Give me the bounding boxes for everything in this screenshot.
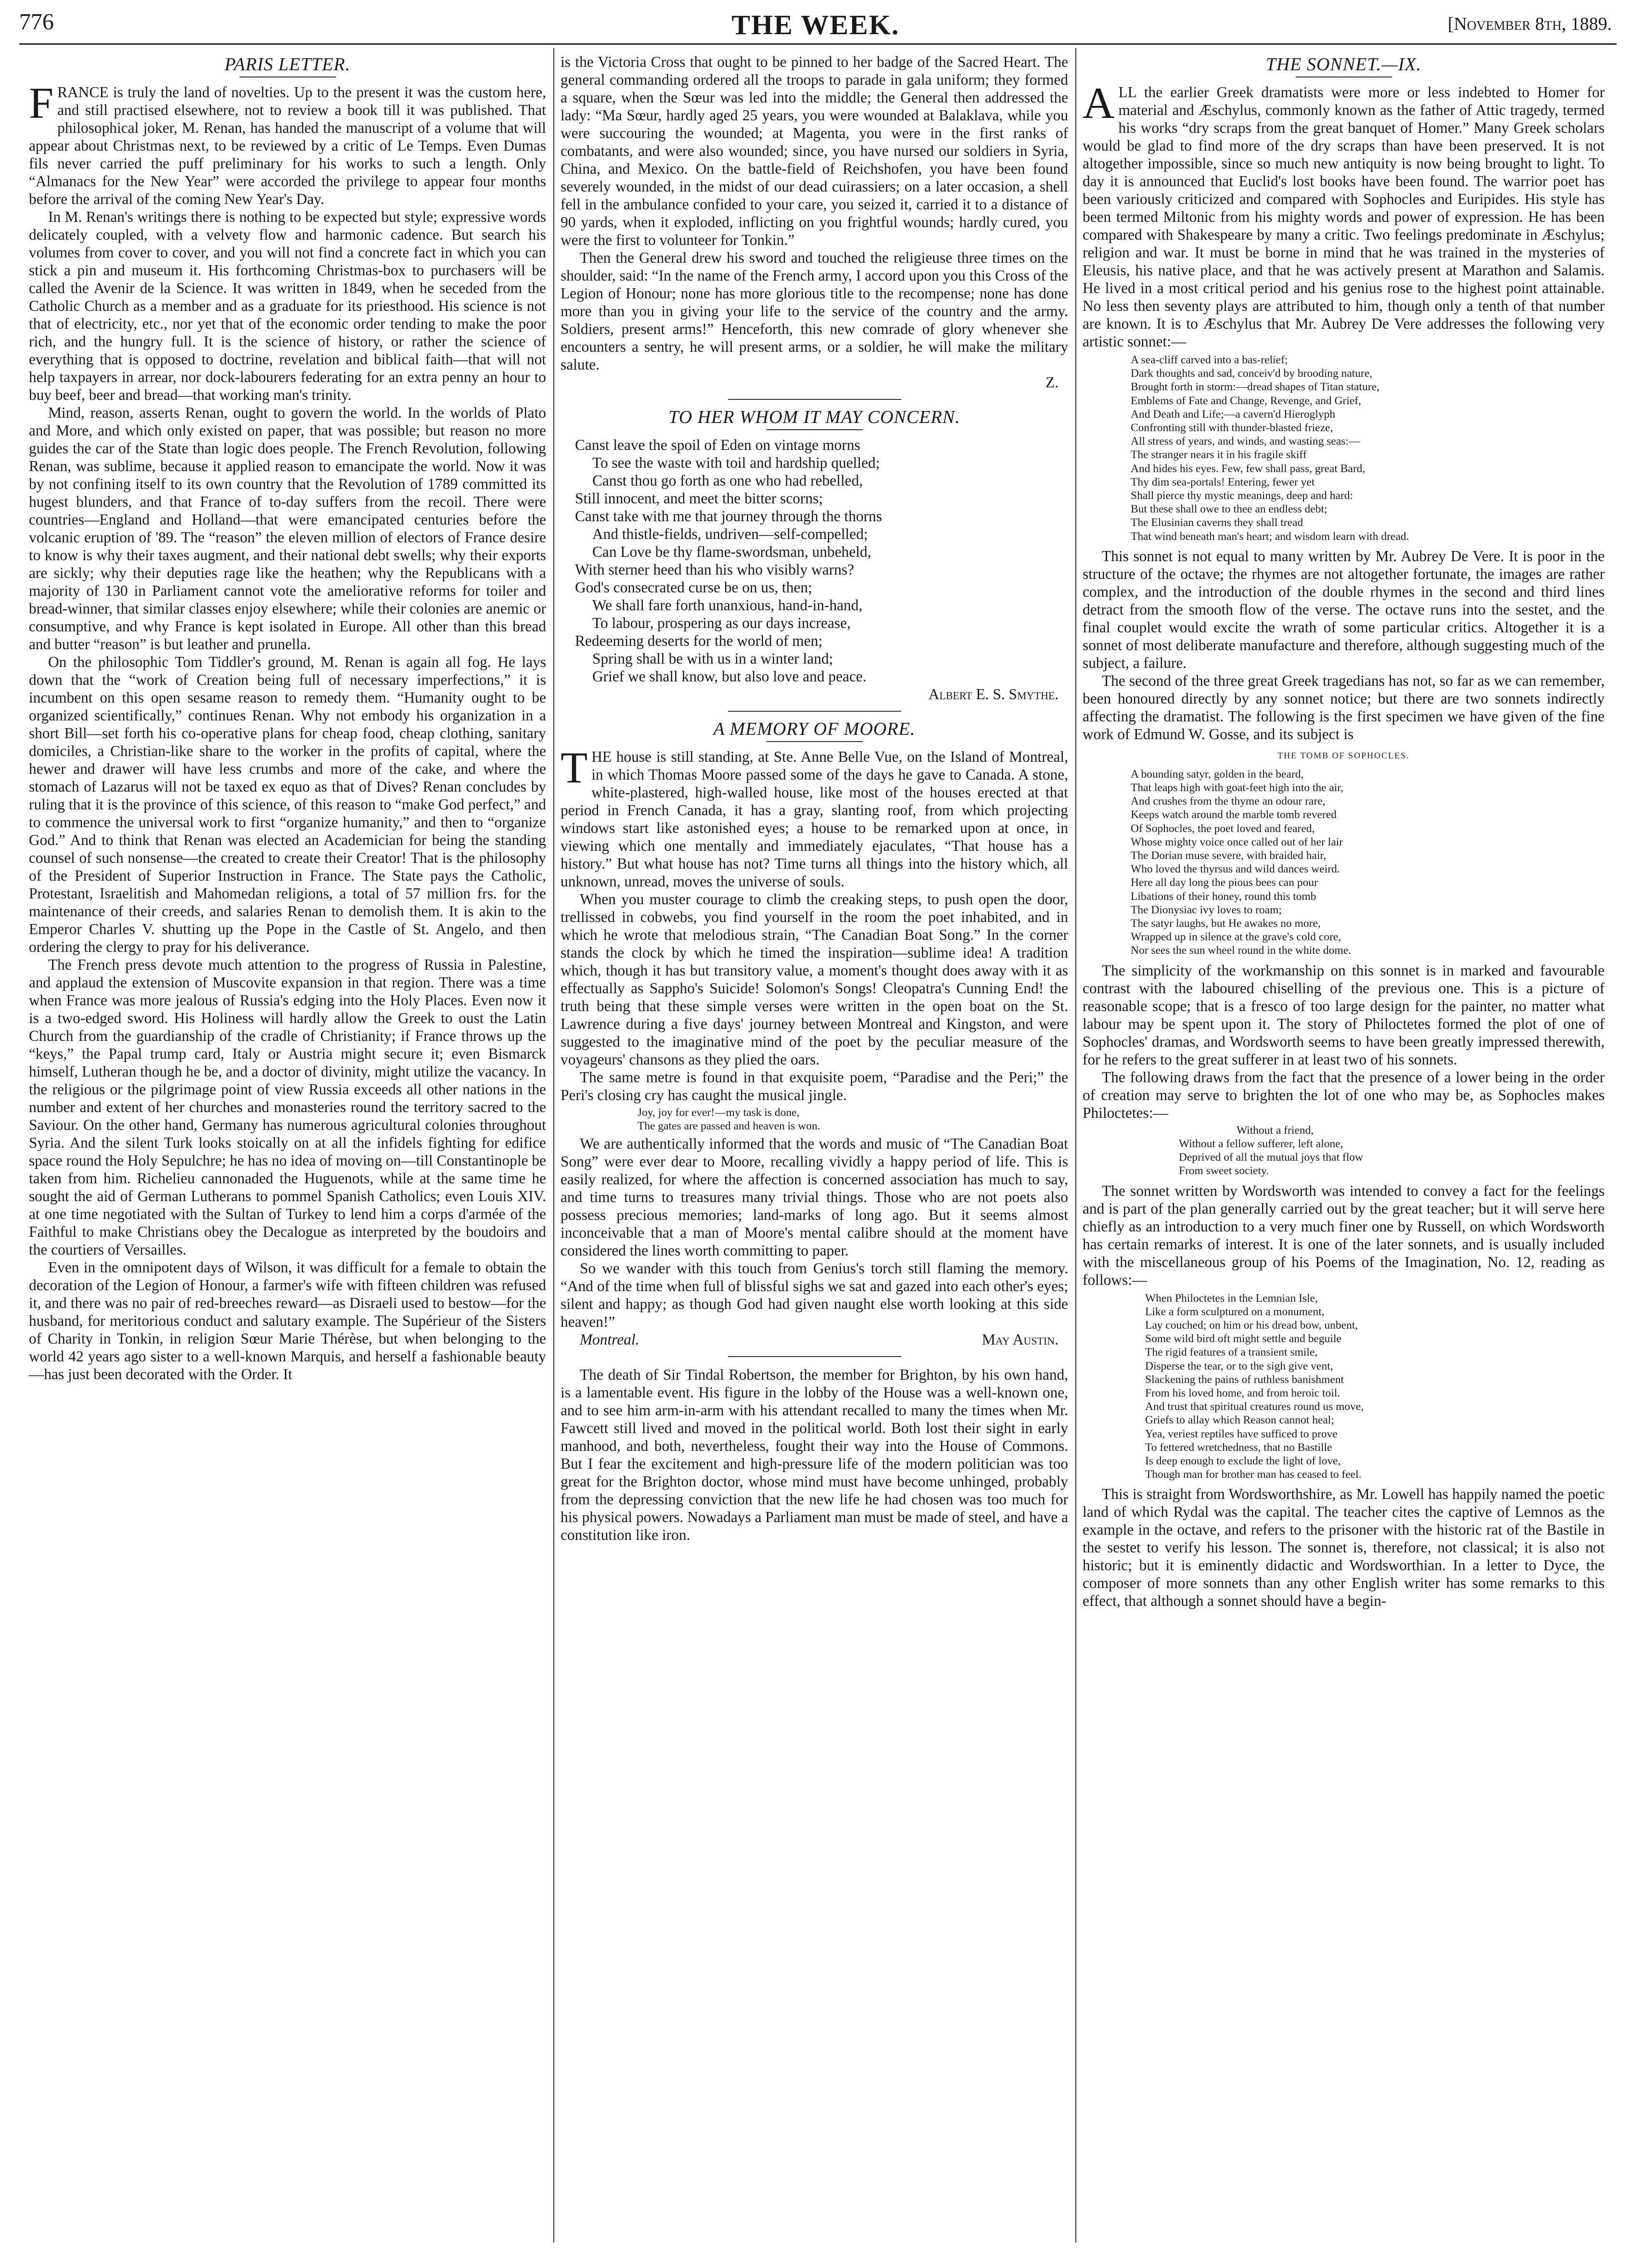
paragraph: This is straight from Wordsworthshire, as Mr. Lowell has happily named the poetic land of which Rydal was the capital. The teacher cites the captive of Lemnos as the example in the octave, and refers to the prisoner with the historic rat of the Bastile in the sestet to verify his lesson. The sonnet is, therefore, not classical; it is also not historic; but it is eminently didactic and Wordsworthian. In a letter to Dyce, the composer of more sonnets than any other English writer has some remarks to this effect, that although a sonnet should have a begin- <box>1083 1486 1605 1610</box>
issue-date: [November 8th, 1889. <box>1447 14 1612 34</box>
paragraph: So we wander with this touch from Genius's torch still flaming the memory. “And of the time when full of blissful sighs we sat and gazed into each other's eyes; silent and happy; as though God had given naught else worth looking at this side heaven!” <box>561 1260 1068 1330</box>
paragraph: The French press devote much attention to the progress of Russia in Palestine, and applaud the extension of Muscovite expansion in that region. There was a time when France was more jealous of Russia's edging into the Holy Places. Even now it is a two-edged sword. His Holiness will hardly allow the Greek to oust the Latin Church from the guardianship of the cradle of Christianity; if France throws up the “keys,” the Papal trump card, Italy or Austria might secure it; even Bismarck himself, Lutheran though he be, and a doctor of divinity, might utilize the vacancy. In the religious or the pilgrimage point of view Russia exceeds all other nations in the number and extent of her churches and monasteries round the territory sacred to the Saviour. On the other hand, Germany has numerous agricultural colonies throughout Syria. And the silent Turk looks stoically on at all the infidels fighting for edifice space round the Holy Sepulchre; he has no idea of moving on—till Constantinople be taken from him. Richelieu cannonaded the Huguenots, while at the same time he sought the aid of German Lutherans to pommel Spanish Catholics; even Louis XIV. at one time negotiated with the Sultan of Turkey to lend him a corps d'armée of the Faithful to make Christians obey the Decalogue as interpreted by the boudoirs and the courtiers of Versailles. <box>29 956 546 1258</box>
poem-title: TO HER WHOM IT MAY CONCERN. <box>668 407 960 427</box>
poem-line: God's consecrated curse be on us, then; <box>575 579 812 596</box>
poem-line: Grief we shall know, but also love and peace. <box>592 668 867 685</box>
column-2 <box>561 53 1068 2247</box>
sonnet-title: THE TOMB OF SOPHOCLES. <box>1277 750 1410 760</box>
column-divider-2 <box>1075 48 1076 2242</box>
dateline-place: Montreal. <box>580 1331 639 1348</box>
section-rule <box>728 711 901 712</box>
column-divider-1 <box>553 48 554 2242</box>
poem-line: Redeeming deserts for the world of men; <box>575 632 823 649</box>
paragraph: The simplicity of the workmanship on this sonnet is in marked and favourable contrast with the laboured chiselling of the previous one. This is a picture of reasonable scope; that is a fresco of too large design for the painter, no matter what labour may be spent upon it. The story of Philoctetes formed the plot of one of Sophocles' dramas, and Wordsworth seems to have been greatly impressed therewith, for he refers to the great sufferer in at least two of his sonnets. <box>1083 961 1605 1068</box>
poem-line: Canst thou go forth as one who had rebelled, <box>592 472 863 489</box>
signature: Albert E. S. Smythe. <box>928 686 1059 703</box>
paragraph: The death of Sir Tindal Robertson, the member for Brighton, by his own hand, is a lamentable event. His figure in the lobby of the House was a well-known one, and to see him arm-in-arm with his attendant recalled to many the times when Mr. Fawcett still lived and moved in the political world. Both lost their sight in early manhood, and both, nevertheless, fought their way into the House of Commons. But I fear the excitement and high-pressure life of the modern politician was too great for the Brighton doctor, whose mind must have become unhinged, probably from the depressing conviction that the new life he had chosen was too much for his physical powers. Nowadays a Parliament man must be made of steel, and have a constitution like iron. <box>561 1366 1068 1543</box>
journal-title: THE WEEK. <box>731 9 900 40</box>
paragraph: FRANCE is truly the land of novelties. Up to the present it was the custom here, and still practised elsewhere, not to review a book till it was published. That philosophical joker, M. Renan, has handed the manuscript of a volume that will appear about Christmas next, to be reviewed by a critic of Le Temps. Even Dumas fils never carried the puff preliminary for his works to such a length. Only “Almanacs for the New Year” were accorded the privilege to appear four months before the arrival of the coming New Year's Day. <box>29 78 546 207</box>
section-rule <box>728 399 901 400</box>
page-number: 776 <box>19 9 54 35</box>
paragraph: The sonnet written by Wordsworth was intended to convey a fact for the feelings and is part of the plan generally carried out by the great teacher; but it will serve here chiefly as an introduction to a very much finer one by Russell, on which Wordsworth has certain remarks of interest. It is one of the later sonnets, and is usually included with the miscellaneous group of his Poems of the Imagination, No. 12, reading as follows:— <box>1083 1182 1605 1288</box>
paragraph: The same metre is found in that exquisite poem, “Paradise and the Peri;” the Peri's closing cry has caught the musical jingle. <box>561 1069 1068 1103</box>
signature: May Austin. <box>982 1331 1059 1348</box>
article-title-sonnet: THE SONNET.—IX. <box>1265 54 1422 75</box>
paragraph: THE house is still standing, at Ste. Anne Belle Vue, on the Island of Montreal, in which Thomas Moore passed some of the days he gave to Canada. A stone, white-plastered, high-walled house, like most of the houses erected at that period in French Canada, it has a gray, slanting roof, from which projecting windows start like astonished eyes; a house to be remarked upon at once, in viewing which one mentally and immediately ejaculates, “That house has a history.” But what house has not? Time turns all things into the history which, all unknown, unread, moves the universe of souls. <box>561 743 1068 890</box>
paragraph: The second of the three great Greek tragedians has not, so far as we can remember, been honoured directly by any sonnet notice; but there are two sonnets indirectly affecting the dramatist. The following is the first specimen we have given of the fine work of Edmund W. Gosse, and its subject is <box>1083 672 1605 743</box>
paragraph: We are authentically informed that the words and music of “The Canadian Boat Song” were ever dear to Moore, recalling vividly a happy period of life. This is easily realized, for where the affection is concerned association has much to say, and time turns to treasures many trivial things. Those who are not poets also possess precious memories; land-marks of long ago. But it seems almost inconceivable that a man of Moore's mental calibre should at the moment have considered the lines worth committing to paper. <box>561 1135 1068 1259</box>
drop-cap: F <box>29 78 54 128</box>
drop-cap: T <box>561 743 588 792</box>
sonnet: When Philoctetes in the Lemnian Isle, Like a form sculptured on a monument, Lay couched; on him or his dread bow, unbent, Some wild bird oft might settle and beguile The rigid features of a transient smile, Disperse the tear, or to the sigh give vent, Slackening the pains of ruthless banishment From his loved home, and from heroic toil. And trust that spiritual creatures round us move, Griefs to allay which Reason cannot heal; Yea, veriest reptiles have sufficed to prove To fettered wretchedness, that no Bastille Is deep enough to exclude the light of love, Though man for brother man has ceased to feel. <box>1145 1292 1364 1481</box>
paragraph: ALL the earlier Greek dramatists were more or less indebted to Homer for material and Æschylus, commonly known as the father of Attic tragedy, termed his works “dry scraps from the great banquet of Homer.” Many Greek scholars would be glad to find more of the dry scraps than have been preserved. It is not altogether impossible, since so much new antiquity is now being brought to light. To day it is announced that Euclid's lost books have been found. The warrior poet has been variously criticized and compared with Sophocles and Euripides. His style has been termed Miltonic from his mighty words and power of expression. He has been compared with Shakespeare by many a critic. Two feelings predominate in Æschylus; religion and war. It must be borne in mind that he was trained in the mysteries of Eleusis, his native place, and that he was actively present at Marathon and Salamis. He lived in a most critical period and his genius rose to the highest point attainable. No less then seventy plays are attributed to him, though only a tenth of that number are known. It is to Æschylus that Mr. Aubrey De Vere addresses the following very artistic sonnet:— <box>1083 78 1605 350</box>
title-rule <box>766 429 863 430</box>
signature: Z. <box>1045 374 1059 391</box>
poem-line: Spring shall be with us in a winter land; <box>592 650 833 667</box>
paragraph: Mind, reason, asserts Renan, ought to govern the world. In the worlds of Plato and More, and which only existed on paper, that was possible; but reason no more guides the car of the State than logic does people. The French Revolution, following Renan, was sublime, because it applied reason to emancipate the world. Now it was by not confining itself to its own country that the Revolution of 1789 committed its hugest blunders, and that France of to-day suffers from the recoil. There were countries—England and Holland—that were emancipated centuries before the volcanic eruption of '89. The “reason” the eleven million of electors of France desire to know is why their taxes augment, and their national debt swells; why their exports are sickly; why their deputies rage like the heathen; why the Republicans with a majority of 130 in Parliament cannot vote the ameliorative reforms for toiler and bread-winner, that similar classes enjoy elsewhere; while their colonies are anemic or consumptive, and why France is kept isolated in Europe. All other than this bread and butter “reason” is but leather and prunella. <box>29 404 546 653</box>
poem-line: Canst leave the spoil of Eden on vintage morns <box>575 436 860 453</box>
sonnet: A sea-cliff carved into a bas-relief; Dark thoughts and sad, conceiv'd by brooding nature, Brought forth in storm:—dread shapes of Titan stature, Emblems of Fate and Change, Revenge, and Grief, And Death and Life;—a cavern'd Hieroglyph Confronting still with thunder-blasted frieze, All stress of years, and winds, and wasting seas:— The stranger nears it in his fragile skiff And hides his eyes. Few, few shall pass, great Bard, Thy dim sea-portals! Entering, fewer yet Shall pierce thy mystic meanings, deep and hard: But these shall owe to thee an endless debt; The Elusinian caverns they shall tread That wind beneath man's heart; and wisdom learn with dread. <box>1131 354 1409 543</box>
masthead <box>19 9 1612 42</box>
poem-line: To see the waste with toil and hardship quelled; <box>592 454 880 471</box>
poem-line: Can Love be thy flame-swordsman, unbeheld, <box>592 543 871 560</box>
poem-line: Still innocent, and meet the bitter scorns; <box>575 490 823 507</box>
poem-line: With sterner heed than his who visibly warns? <box>575 561 855 578</box>
quotation: Joy, joy for ever!—my task is done, The gates are passed and heaven is won. <box>638 1106 820 1132</box>
paragraph: The following draws from the fact that the presence of a lower being in the order of creation may serve to brighten the lot of one who may be, as Sophocles makes Philoctetes:— <box>1083 1068 1605 1121</box>
quotation: Without a friend, Without a fellow sufferer, left alone, Deprived of all the mutual joys that flow From sweet society. <box>1179 1124 1364 1178</box>
paragraph: This sonnet is not equal to many written by Mr. Aubrey De Vere. It is poor in the structure of the octave; the rhymes are not altogether fortunate, the images are rather complex, and the introduction of the double rhymes in the second and third lines detract from the smooth flow of the verse. The octave runs into the sestet, and the final couplet would excite the wrath of some particular critics. Altogether it is a sonnet of most deliberate manufacture and therefore, although suggesting much of the subject, a failure. <box>1083 547 1605 671</box>
paragraph: Then the General drew his sword and touched the religieuse three times on the shoulder, said: “In the name of the French army, I accord upon you this Cross of the Legion of Honour; none has more glorious title to the recompense; none has done more than you in giving your life to the service of the country and the army. Soldiers, present arms!” Henceforth, this new comrade of glory whenever she encounters a sentry, he will present arms, or a soldier, he will make the military salute. <box>561 249 1068 373</box>
section-rule <box>728 1356 901 1357</box>
article-title-paris-letter: PARIS LETTER. <box>224 54 351 75</box>
signature-row <box>561 1331 1068 1348</box>
paragraph: When you muster courage to climb the creaking steps, to push open the door, trellissed in cobwebs, you find yourself in the room the poet inhabited, and in which he wrote that melodious strain, “The Canadian Boat Song.” In the corner stands the clock by which he timed the inspiration—sublime idea! A tradition which, though it has but transitory value, a moment's thought does away with it as effectually as Sappho's Suicide! Solomon's Songs! Cleopatra's Cunning End! the truth being that these simple verses were written in the open boat on the St. Lawrence during a five days' journey between Montreal and Kingston, and were suggested to the imaginative mind of the poet by the peculiar measure of the voyageurs' chansons as they plied the oars. <box>561 891 1068 1068</box>
column-3 <box>1083 53 1605 2247</box>
drop-cap: A <box>1083 78 1115 128</box>
paragraph: Even in the omnipotent days of Wilson, it was difficult for a female to obtain the decoration of the Legion of Honour, a farmer's wife with fifteen children was refused it, and there was no pair of red-breeches reward—as Disraeli used to bestow—for the husband, for meritorious conduct and salutary example. The Supérieur of the Sisters of Charity in Tonkin, in religion Sœur Marie Thérèse, but when belonging to the world 42 years ago sister to a well-known Marquis, and herself a fashionable beauty—has just been decorated with the Order. It <box>29 1259 546 1383</box>
poem <box>561 436 1068 685</box>
paragraph: On the philosophic Tom Tiddler's ground, M. Renan is again all fog. He lays down that the “work of Creation being full of necessary imperfections,” it is incumbent on this open sesame reason to remedy them. “Humanity ought to be organized scientifically,” continues Renan. Why not embody his organization in a short Bill—set forth his co-operative plans for cheap food, cheap clothing, sanitary domiciles, a Christian-like share to the worker in the profits of capital, where the hewer and drawer will have less crumbs and more of the cake, and where the stomach of Lazarus will not be taxed ex equo as that of Dives? Renan concludes by ruling that it is the province of this science, of this reason to “make God perfect,” and to commence the universal work to first “organize humanity,” and then to “organize God.” And to think that Renan was elected an Academician for being the standing counsel of such nonsense—the created to create their Creator! That is the philosophy of the President of Superior Instruction in France. The State pays the Catholic, Protestant, Israelitish and Mahomedan religions, a total of 57 million frs. for the maintenance of their creeds, and salaries Renan to demolish them. It is akin to the Emperor Charles V. shutting up the Pope in the Castle of St. Angelo, and then ordering the clergy to pray for his deliverance. <box>29 653 546 955</box>
sonnet: A bounding satyr, golden in the beard, That leaps high with goat-feet high into the air, And crushes from the thyme an odour rare, Keeps watch around the marble tomb revered Of Sophocles, the poet loved and feared, Whose mighty voice once called out of her lair The Dorian muse severe, with braided hair, Who loved the thyrsus and wild dances weird. Here all day long the pious bees can pour Libations of their honey, round this tomb The Dionysiac ivy loves to roam; The satyr laughs, but He awakes no more, Wrapped up in silence at the grave's cold core, Nor sees the sun wheel round in the white dome. <box>1131 768 1352 957</box>
poem-line: We shall fare forth unanxious, hand-in-hand, <box>592 597 863 614</box>
poem-line: And thistle-fields, undriven—self-compelled; <box>592 525 868 542</box>
poem-line: To labour, prospering as our days increase, <box>592 615 851 631</box>
column-1 <box>29 53 546 2247</box>
title-rule <box>766 741 863 742</box>
poem-line: Canst take with me that journey through the thorns <box>575 508 882 525</box>
article-title-moore: A MEMORY OF MOORE. <box>713 719 916 739</box>
header-rule <box>19 43 1617 45</box>
paragraph: is the Victoria Cross that ought to be pinned to her badge of the Sacred Heart. The general commanding ordered all the troops to parade in gala uniform; they formed a square, when the Sœur was led into the middle; the General then addressed the lady: “Ma Sœur, hardly aged 25 years, you were wounded at Balaklava, while you were succouring the wounded; at Magenta, you were in the first ranks of combatants, and were also wounded; since, you have nursed our soldiers in Syria, China, and Mexico. On the battle-field of Reichshofen, you have been found severely wounded, in the midst of our dead cuirassiers; on a later occasion, a shell fell in the ambulance confided to your care, you seized it, carried it to a distance of 90 yards, when it exploded, inflicting on you frightful wounds; hardly cured, you were the first to volunteer for Tonkin.” <box>561 53 1068 248</box>
paragraph: In M. Renan's writings there is nothing to be expected but style; expressive words delicately coupled, with a velvety flow and harmonic cadence. But search his volumes from cover to cover, and you will not find a concrete fact in which you can stick a pin and museum it. His forthcoming Christmas-box to purchasers will be called the Avenir de la Science. It was written in 1849, when he seceded from the Catholic Church as a member and as a graduate for its priesthood. His science is not that of electricity, etc., nor yet that of the economic order tending to make the poor rich, and the hungry full. It is the science of history, or rather the science of everything that is opposed to doctrine, revelation and biblical faith—that will not help taxpayers in arrear, nor dock-labourers federating for an extra penny an hour to buy beef, beer and bread—that working man's trinity. <box>29 208 546 403</box>
